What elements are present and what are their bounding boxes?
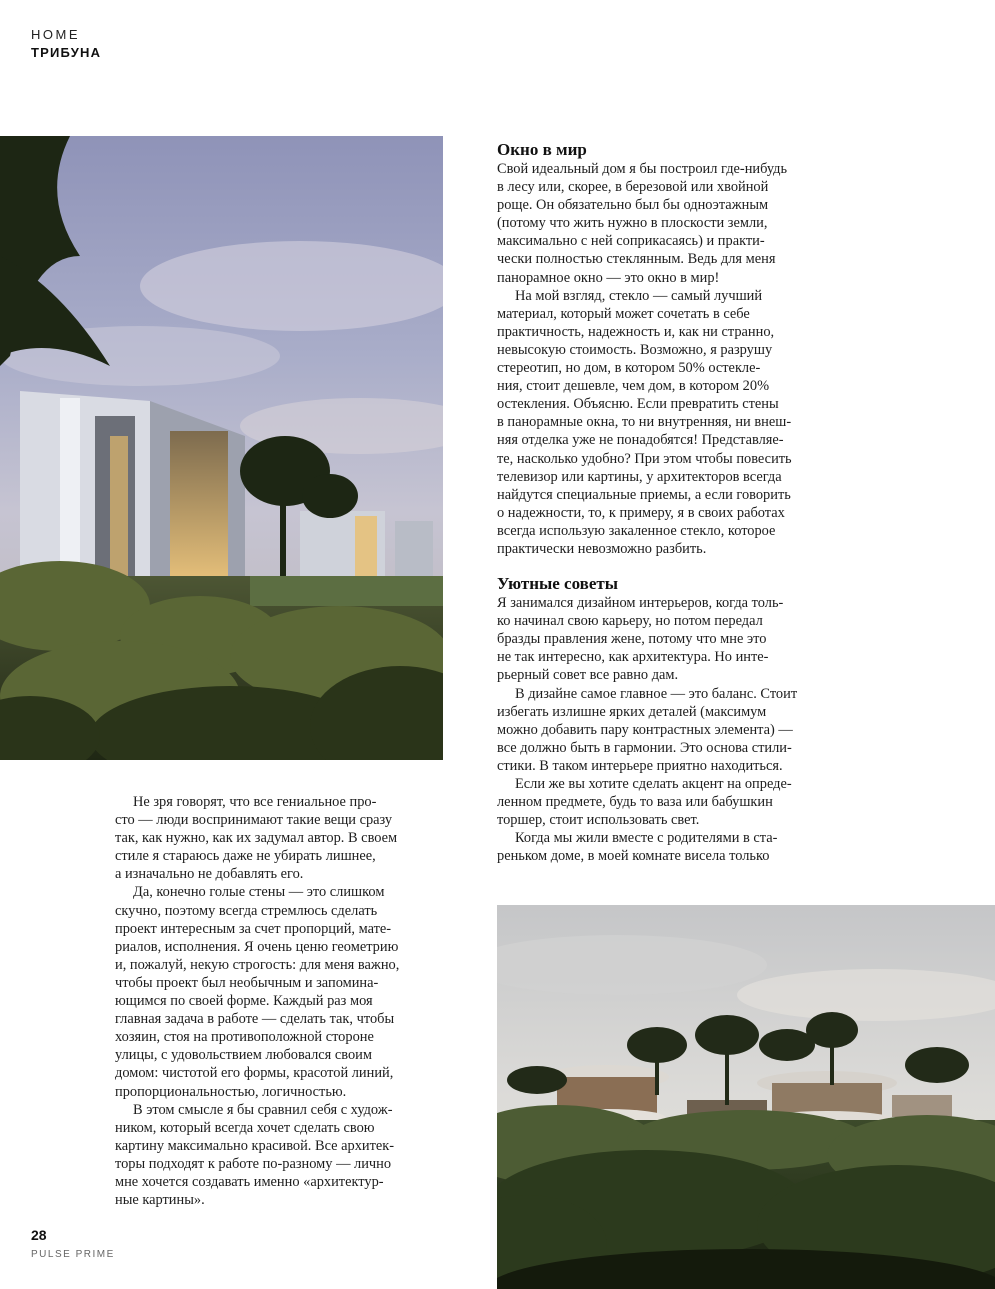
text-line: максимально с ней соприкасаясь) и практи-	[497, 233, 765, 250]
text-line: стиле я стараюсь даже не убирать лишнее,	[115, 848, 376, 865]
text-line: все должно быть в гармонии. Это основа стили-	[497, 739, 792, 756]
text-line: пропорциональностью, логичностью.	[115, 1083, 347, 1100]
text-line: торшер, стоит использовать свет.	[497, 812, 700, 829]
paragraph	[497, 829, 827, 865]
villa-photo-top-image	[0, 136, 443, 760]
text-line: мне хочется создавать именно «архитектур-	[115, 1173, 384, 1190]
heading-window: Окно в мир	[497, 140, 587, 159]
text-line: всегда использую закаленное стекло, которое	[497, 522, 776, 539]
text-line: торы подходят к работе по-разному — лично	[115, 1155, 392, 1172]
text-line: так, как нужно, как их задумал автор. В своем	[115, 830, 398, 847]
paragraph	[497, 160, 827, 287]
text-line: практически невозможно разбить.	[497, 540, 707, 557]
magazine-name: PULSE PRIME	[31, 1249, 115, 1260]
paragraph	[115, 883, 430, 1100]
text-line: в панорамные окна, то ни внутренняя, ни внеш-	[497, 414, 792, 431]
text-line: в лесу или, скорее, в березовой или хвойной	[497, 179, 769, 196]
text-line: рьерный совет все равно дам.	[497, 667, 679, 684]
text-line: те, насколько удобно? При этом чтобы повесить	[497, 450, 792, 467]
text-line: а изначально не добавлять его.	[115, 866, 304, 883]
villa-photo-top	[0, 136, 443, 760]
text-line: Когда мы жили вместе с родителями в ста-	[515, 830, 778, 847]
page-number: 28	[31, 1227, 47, 1243]
paragraph	[115, 1101, 430, 1210]
text-line: главная задача в работе — сделать так, чтобы	[115, 1011, 395, 1028]
villa-photo-bottom-image	[497, 905, 995, 1289]
text-line: бразды правления жене, потому что мне это	[497, 631, 767, 648]
text-line: В дизайне самое главное — это баланс. Стоит	[515, 685, 798, 702]
text-line: и, пожалуй, некую строгость: для меня важно,	[115, 956, 400, 973]
paragraph	[497, 685, 827, 775]
section-name: ТРИБУНА	[31, 45, 102, 60]
paragraph	[115, 793, 430, 883]
text-line: ленном предмете, будь то ваза или бабушкин	[497, 794, 773, 811]
text-line: Не зря говорят, что все гениальное про-	[133, 794, 377, 810]
text-line: Если же вы хотите сделать акцент на опреде-	[515, 776, 792, 792]
article-column-right	[497, 140, 827, 865]
villa-photo-bottom	[497, 905, 995, 1289]
text-line: картину максимально красивой. Все архитек-	[115, 1137, 395, 1154]
text-line: невысокую стоимость. Возможно, я разрушу	[497, 341, 773, 358]
text-line: найдутся специальные приемы, а если говорить	[497, 486, 791, 503]
text-line: хозяин, стоя на противоположной стороне	[115, 1029, 374, 1046]
text-line: ником, который всегда хочет сделать свою	[115, 1119, 375, 1136]
text-line: остекления. Объясню. Если превратить стены	[497, 396, 779, 413]
text-line: стереотип, но дом, в котором 50% остекле-	[497, 360, 761, 377]
text-line: можно добавить пару контрастных элемента) —	[497, 721, 793, 738]
text-line: Я занимался дизайном интерьеров, когда толь-	[497, 595, 784, 612]
text-line: чески полностью стеклянным. Ведь для меня	[497, 251, 776, 268]
text-line: скучно, поэтому всегда стремлюсь сделать	[115, 902, 378, 919]
text-line: материал, который может сочетать в себе	[497, 305, 750, 322]
text-line: роще. Он обязательно был бы одноэтажным	[497, 197, 769, 214]
text-line: телевизор или картины, у архитекторов всегда	[497, 468, 782, 485]
page-footer	[31, 1227, 115, 1260]
section-kicker: HOME	[31, 27, 80, 42]
text-line: не так интересно, как архитектура. Но инте-	[497, 649, 769, 666]
text-line: В этом смысле я бы сравнил себя с худож-	[133, 1101, 393, 1118]
text-line: (потому что жить нужно в плоскости земли,	[497, 215, 768, 232]
text-line: ния, стоит дешевле, чем дом, в котором 20%	[497, 378, 770, 395]
text-line: домом: чистотой его формы, красотой линий,	[115, 1065, 394, 1082]
text-line: риалов, исполнения. Я очень ценю геометрию	[115, 938, 399, 955]
text-line: практичность, надежность и, как ни странно,	[497, 323, 775, 340]
text-line: Да, конечно голые стены — это слишком	[133, 884, 385, 901]
text-line: стики. В таком интерьере приятно находиться.	[497, 757, 783, 774]
paragraph	[497, 775, 827, 829]
text-line: чтобы проект был необычным и запомина-	[115, 974, 379, 991]
heading-cozy-tips: Уютные советы	[497, 574, 619, 594]
text-line: избегать излишне ярких деталей (максимум	[497, 703, 767, 720]
text-line: ющимся по своей форме. Каждый раз моя	[115, 993, 373, 1010]
article-column-left	[115, 793, 430, 1209]
text-line: На мой взгляд, стекло — самый лучший	[515, 287, 763, 304]
text-line: улицы, с удовольствием любовался своим	[115, 1047, 372, 1064]
text-line: панорамное окно — это окно в мир!	[497, 269, 720, 286]
text-line: ко начинал свою карьеру, но потом передал	[497, 613, 763, 630]
text-line: сто — люди воспринимают такие вещи сразу	[115, 812, 393, 829]
text-line: проект интересным за счет пропорций, мате-	[115, 920, 392, 937]
paragraph	[497, 594, 827, 684]
text-line: о надежности, то, к примеру, я в своих работах	[497, 504, 785, 521]
text-line: реньком доме, в моей комнате висела только	[497, 848, 770, 865]
text-line: няя отделка уже не понадобятся! Представляе-	[497, 432, 784, 449]
text-line: ные картины».	[115, 1192, 205, 1209]
section-tag	[31, 27, 101, 60]
text-line: Свой идеальный дом я бы построил где-нибудь	[497, 161, 788, 177]
paragraph	[497, 287, 827, 558]
